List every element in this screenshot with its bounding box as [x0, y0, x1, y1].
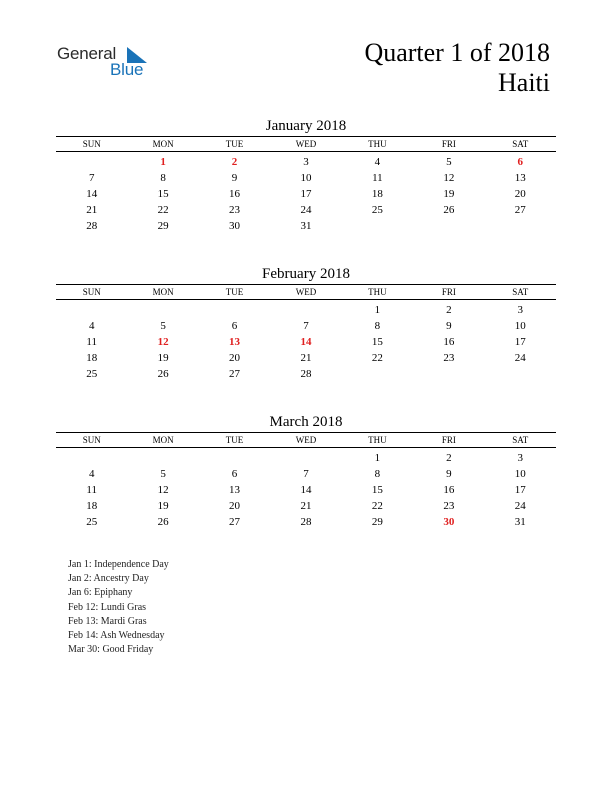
page-header: [364, 38, 550, 98]
day-cell: [413, 218, 484, 234]
day-cell: 21: [86, 204, 98, 216]
day-cell: [270, 302, 341, 318]
day-cell: 7: [88, 172, 95, 184]
country-name: Haiti: [498, 68, 550, 97]
day-cell: 4: [88, 468, 95, 480]
day-cell: [199, 450, 270, 466]
holiday-day-cell: 1: [160, 156, 166, 168]
day-cell: 12: [157, 484, 169, 496]
weekday-label: SAT: [512, 139, 529, 149]
day-cell: 24: [514, 500, 526, 512]
day-cell: 9: [446, 320, 452, 332]
day-cell: 21: [300, 500, 312, 512]
day-cell: 27: [229, 368, 241, 380]
day-cell: 23: [443, 352, 455, 364]
day-cell: [342, 366, 413, 382]
holiday-list-item: Feb 13: Mardi Gras: [68, 615, 147, 627]
weekday-label: MON: [152, 139, 174, 149]
day-cell: 19: [443, 188, 455, 200]
week-row: [56, 318, 556, 334]
day-cell: 13: [229, 484, 241, 496]
weeks-grid: [56, 302, 556, 382]
day-cell: 10: [300, 172, 312, 184]
day-cell: [56, 302, 127, 318]
day-cell: 15: [371, 484, 383, 496]
day-cell: 25: [86, 368, 98, 380]
weekday-label: THU: [368, 435, 387, 445]
day-cell: 18: [371, 188, 383, 200]
weekday-header-row: [56, 284, 556, 300]
weekday-label: SUN: [82, 139, 101, 149]
day-cell: 11: [86, 336, 97, 348]
day-cell: 16: [443, 336, 455, 348]
day-cell: 29: [157, 220, 169, 232]
day-cell: [199, 302, 270, 318]
day-cell: 21: [300, 352, 312, 364]
day-cell: 7: [303, 468, 309, 480]
day-cell: 4: [88, 320, 95, 332]
logo-word-general: General: [57, 44, 117, 63]
weekday-label: TUE: [225, 435, 244, 445]
holiday-day-cell: 2: [231, 156, 238, 168]
day-cell: 24: [514, 352, 526, 364]
weekday-header-row: [56, 432, 556, 448]
day-cell: [485, 366, 556, 382]
holiday-day-cell: 6: [517, 156, 523, 168]
week-row: [56, 334, 556, 350]
day-cell: 4: [374, 156, 381, 168]
day-cell: 31: [514, 516, 526, 528]
week-row: [56, 186, 556, 202]
week-row: [56, 202, 556, 218]
day-cell: 16: [443, 484, 455, 496]
weekday-label: FRI: [441, 287, 456, 297]
day-cell: 26: [157, 368, 169, 380]
day-cell: 11: [372, 172, 383, 184]
day-cell: [56, 154, 127, 170]
day-cell: 5: [446, 156, 452, 168]
day-cell: 30: [229, 220, 241, 232]
day-cell: 18: [86, 352, 98, 364]
day-cell: 15: [371, 336, 383, 348]
day-cell: 15: [157, 188, 169, 200]
day-cell: 22: [157, 204, 169, 216]
day-cell: 2: [446, 452, 452, 464]
month-title: February 2018: [262, 266, 350, 282]
weekday-label: FRI: [441, 139, 456, 149]
weekday-label: THU: [368, 287, 387, 297]
day-cell: 14: [300, 484, 312, 496]
holiday-day-cell: 14: [300, 336, 312, 348]
day-cell: 26: [157, 516, 169, 528]
day-cell: [413, 366, 484, 382]
day-cell: 10: [514, 320, 526, 332]
holiday-list-item: Jan 2: Ancestry Day: [68, 573, 149, 585]
month-calendar-march: [56, 412, 556, 530]
day-cell: 6: [231, 320, 238, 332]
holiday-day-cell: 13: [229, 336, 241, 348]
day-cell: 8: [160, 172, 166, 184]
day-cell: [127, 450, 198, 466]
holiday-day-cell: 30: [443, 516, 455, 528]
day-cell: 3: [303, 156, 309, 168]
day-cell: 25: [371, 204, 383, 216]
day-cell: 10: [514, 468, 526, 480]
day-cell: 9: [446, 468, 452, 480]
day-cell: 22: [371, 352, 383, 364]
day-cell: [127, 302, 198, 318]
day-cell: [342, 218, 413, 234]
weekday-label: SAT: [512, 435, 529, 445]
day-cell: 6: [231, 468, 238, 480]
day-cell: 1: [374, 304, 381, 316]
day-cell: 1: [374, 452, 381, 464]
day-cell: [56, 450, 127, 466]
day-cell: 8: [374, 468, 381, 480]
holiday-list-item: Feb 12: Lundi Gras: [68, 601, 147, 613]
day-cell: [270, 450, 341, 466]
day-cell: 5: [160, 320, 166, 332]
weekday-label: TUE: [225, 287, 244, 297]
holiday-list: [68, 558, 169, 657]
logo-word-blue: Blue: [110, 60, 144, 79]
week-row: [56, 170, 556, 186]
week-row: [56, 366, 556, 382]
day-cell: 19: [157, 500, 169, 512]
day-cell: 18: [86, 500, 98, 512]
day-cell: 28: [86, 220, 98, 232]
page-title: Quarter 1 of 2018: [364, 38, 550, 67]
day-cell: 20: [229, 500, 241, 512]
week-row: [56, 466, 556, 482]
weeks-grid: [56, 154, 556, 234]
day-cell: 9: [231, 172, 238, 184]
day-cell: 31: [300, 220, 312, 232]
day-cell: 22: [371, 500, 383, 512]
week-row: [56, 498, 556, 514]
day-cell: 24: [300, 204, 312, 216]
weekday-label: WED: [295, 287, 317, 297]
day-cell: 23: [229, 204, 241, 216]
day-cell: 23: [443, 500, 455, 512]
weekday-label: MON: [152, 287, 174, 297]
month-calendar-february: [56, 264, 556, 382]
weekday-label: SAT: [512, 287, 529, 297]
day-cell: 7: [303, 320, 309, 332]
weekday-label: WED: [295, 435, 317, 445]
day-cell: 20: [514, 188, 526, 200]
holiday-list-item: Jan 6: Epiphany: [68, 587, 133, 599]
day-cell: 19: [157, 352, 169, 364]
day-cell: 28: [300, 516, 312, 528]
day-cell: 12: [443, 172, 455, 184]
holiday-day-cell: 12: [157, 336, 169, 348]
day-cell: 20: [229, 352, 241, 364]
week-row: [56, 218, 556, 234]
day-cell: 14: [86, 188, 98, 200]
day-cell: 17: [514, 484, 526, 496]
weekday-header-row: [56, 136, 556, 152]
weekday-label: SUN: [82, 435, 101, 445]
week-row: [56, 450, 556, 466]
day-cell: [485, 218, 556, 234]
month-calendar-january: [56, 116, 556, 234]
weekday-label: MON: [152, 435, 174, 445]
weeks-grid: [56, 450, 556, 530]
day-cell: 2: [446, 304, 452, 316]
day-cell: 3: [517, 304, 523, 316]
week-row: [56, 302, 556, 318]
holiday-list-item: Feb 14: Ash Wednesday: [68, 630, 165, 642]
weekday-label: TUE: [225, 139, 244, 149]
day-cell: 11: [86, 484, 97, 496]
day-cell: 27: [229, 516, 241, 528]
week-row: [56, 482, 556, 498]
week-row: [56, 154, 556, 170]
day-cell: 29: [371, 516, 383, 528]
holiday-list-item: Jan 1: Independence Day: [68, 559, 169, 570]
day-cell: 17: [514, 336, 526, 348]
week-row: [56, 350, 556, 366]
weekday-label: FRI: [441, 435, 456, 445]
holiday-list-item: Mar 30: Good Friday: [68, 644, 154, 656]
weekday-label: THU: [368, 139, 387, 149]
month-title: January 2018: [265, 118, 347, 134]
day-cell: 25: [86, 516, 98, 528]
day-cell: 5: [160, 468, 166, 480]
day-cell: 28: [300, 368, 312, 380]
week-row: [56, 514, 556, 530]
brand-logo: [57, 44, 157, 80]
day-cell: 3: [517, 452, 523, 464]
weekday-label: SUN: [82, 287, 101, 297]
day-cell: 16: [229, 188, 241, 200]
day-cell: 13: [514, 172, 526, 184]
day-cell: 27: [514, 204, 526, 216]
day-cell: 8: [374, 320, 381, 332]
weekday-label: WED: [295, 139, 317, 149]
month-title: March 2018: [269, 414, 343, 430]
day-cell: 17: [300, 188, 312, 200]
day-cell: 26: [443, 204, 455, 216]
